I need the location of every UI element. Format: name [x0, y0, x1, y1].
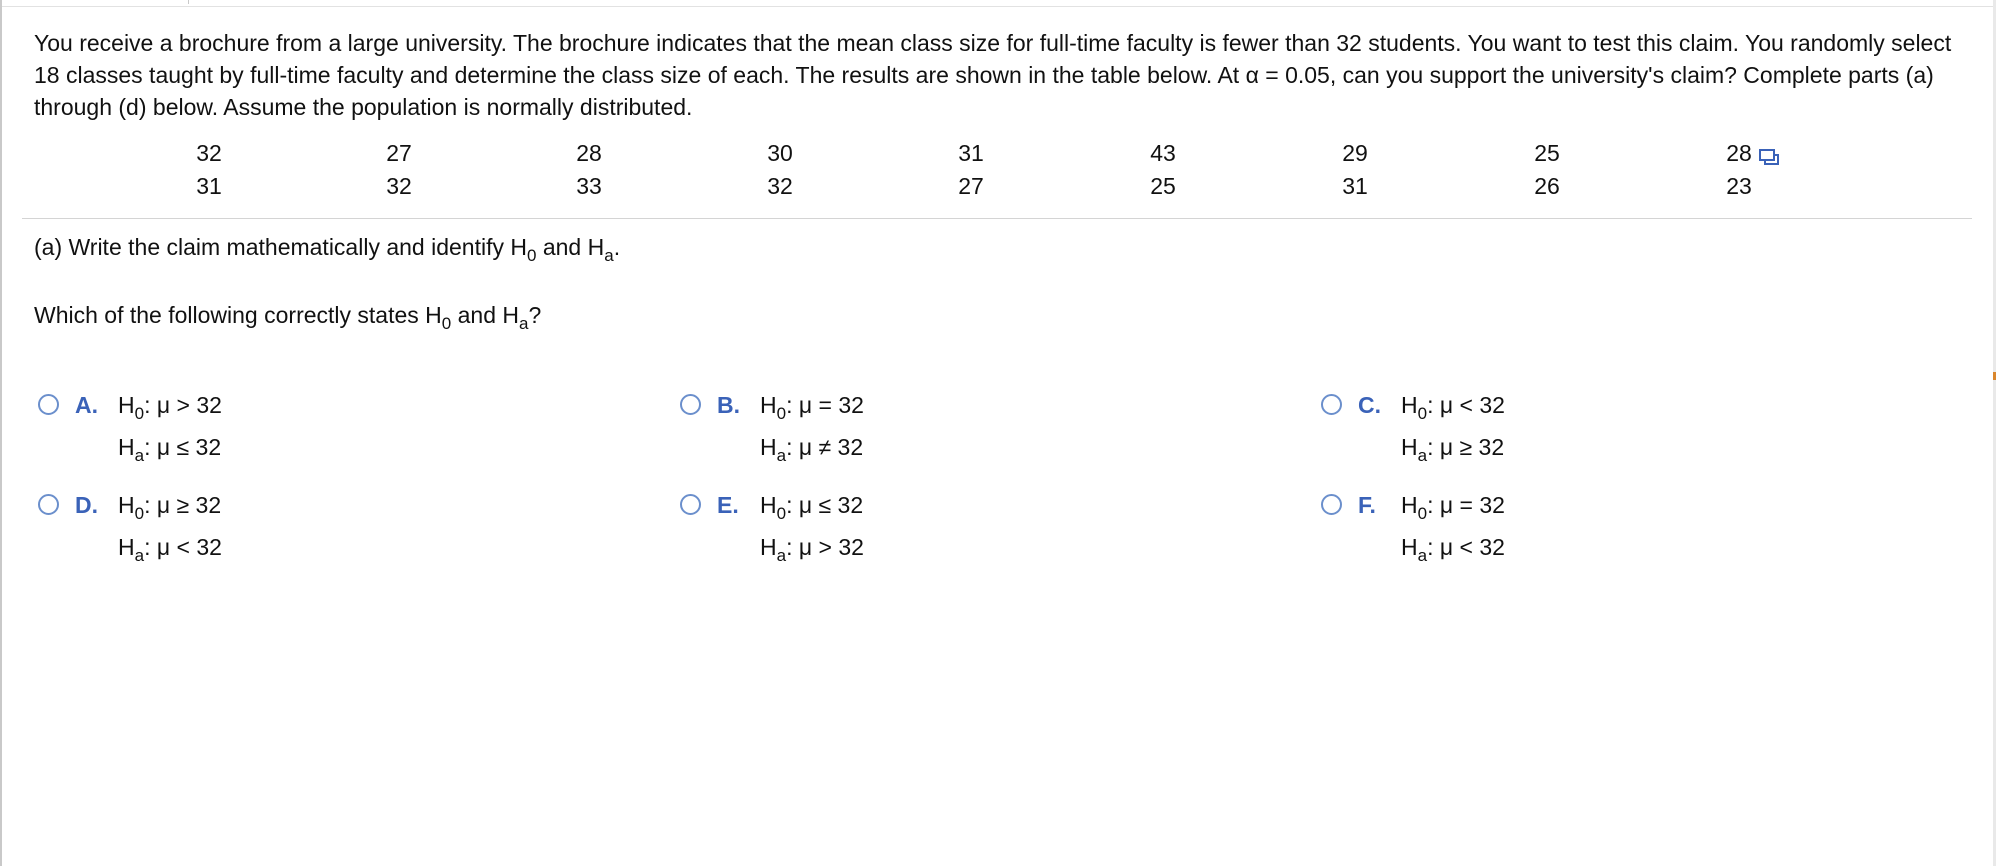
table-cell: 30	[767, 140, 793, 166]
question-prompt	[34, 297, 541, 333]
option-b-h0: $H_0$: μ = 32	[760, 392, 864, 423]
option-e-radio[interactable]	[680, 494, 701, 515]
option-a-letter: A.	[75, 392, 98, 418]
option-e[interactable]	[676, 484, 1096, 574]
option-c-ha: $H_a$: μ ≥ 32	[1401, 434, 1505, 465]
table-cell: 23	[1726, 173, 1752, 199]
option-d-h0: $H_0$: μ ≥ 32	[118, 492, 222, 523]
option-f-letter: F.	[1358, 492, 1376, 518]
option-e-letter: E.	[717, 492, 739, 518]
option-c[interactable]	[1317, 384, 1737, 474]
part-a-text: (a) Write the claim mathematically and identify H	[34, 234, 527, 260]
part-a-suffix: .	[613, 234, 621, 260]
table-cell: 31	[196, 173, 222, 199]
table-cell: 28	[576, 140, 602, 166]
table-cell: 28	[1726, 140, 1752, 166]
subscript-a: a	[519, 314, 529, 333]
part-a-and: and H	[536, 234, 605, 260]
question-text: Which of the following correctly states H	[34, 302, 442, 328]
data-table	[0, 136, 1996, 208]
expand-table-icon[interactable]	[1758, 148, 1780, 166]
window-top-tick	[188, 0, 189, 4]
table-cell: 27	[958, 173, 984, 199]
table-cell: 31	[1342, 173, 1368, 199]
option-d-ha: $H_a$: μ < 32	[118, 534, 222, 565]
table-cell: 31	[958, 140, 984, 166]
section-divider	[22, 218, 1972, 219]
option-e-h0: $H_0$: μ ≤ 32	[760, 492, 864, 523]
option-f-radio[interactable]	[1321, 494, 1342, 515]
option-b-ha: $H_a$: μ ≠ 32	[760, 434, 864, 465]
table-cell: 32	[767, 173, 793, 199]
window-left-edge	[0, 0, 2, 866]
table-cell: 29	[1342, 140, 1368, 166]
table-cell: 25	[1534, 140, 1560, 166]
problem-statement: You receive a brochure from a large university. The brochure indicates that the mean class size for full-time faculty is fewer than 32 students. You want to test this claim. You randomly select 18 classes taught by full-time faculty and determine the class size of each. The results are shown in the table below. At α = 0.05, can you support the university's claim? Complete parts (a) through (d) below. Assume the population is normally distributed.	[34, 30, 1952, 120]
window-top-edge	[0, 0, 1996, 7]
question-suffix: ?	[528, 302, 542, 328]
option-f-h0: $H_0$: μ = 32	[1401, 492, 1505, 523]
option-c-letter: C.	[1358, 392, 1381, 418]
option-b-radio[interactable]	[680, 394, 701, 415]
option-a-h0: $H_0$: μ > 32	[118, 392, 222, 423]
option-d-letter: D.	[75, 492, 98, 518]
option-b[interactable]	[676, 384, 1096, 474]
table-cell: 32	[196, 140, 222, 166]
question-and: and H	[451, 302, 520, 328]
option-c-h0: $H_0$: μ < 32	[1401, 392, 1505, 423]
option-f-ha: $H_a$: μ < 32	[1401, 534, 1505, 565]
option-a[interactable]	[34, 384, 454, 474]
subscript-a: a	[604, 246, 614, 265]
option-b-letter: B.	[717, 392, 740, 418]
option-d[interactable]	[34, 484, 454, 574]
option-e-ha: $H_a$: μ > 32	[760, 534, 864, 565]
part-a-prompt	[34, 229, 620, 265]
table-cell: 27	[386, 140, 412, 166]
table-cell: 43	[1150, 140, 1176, 166]
option-a-radio[interactable]	[38, 394, 59, 415]
table-cell: 32	[386, 173, 412, 199]
subscript-zero: 0	[526, 246, 537, 265]
subscript-zero: 0	[441, 314, 452, 333]
table-cell: 33	[576, 173, 602, 199]
option-f[interactable]	[1317, 484, 1737, 574]
option-c-radio[interactable]	[1321, 394, 1342, 415]
table-cell: 25	[1150, 173, 1176, 199]
option-a-ha: $H_a$: μ ≤ 32	[118, 434, 222, 465]
table-cell: 26	[1534, 173, 1560, 199]
option-d-radio[interactable]	[38, 494, 59, 515]
